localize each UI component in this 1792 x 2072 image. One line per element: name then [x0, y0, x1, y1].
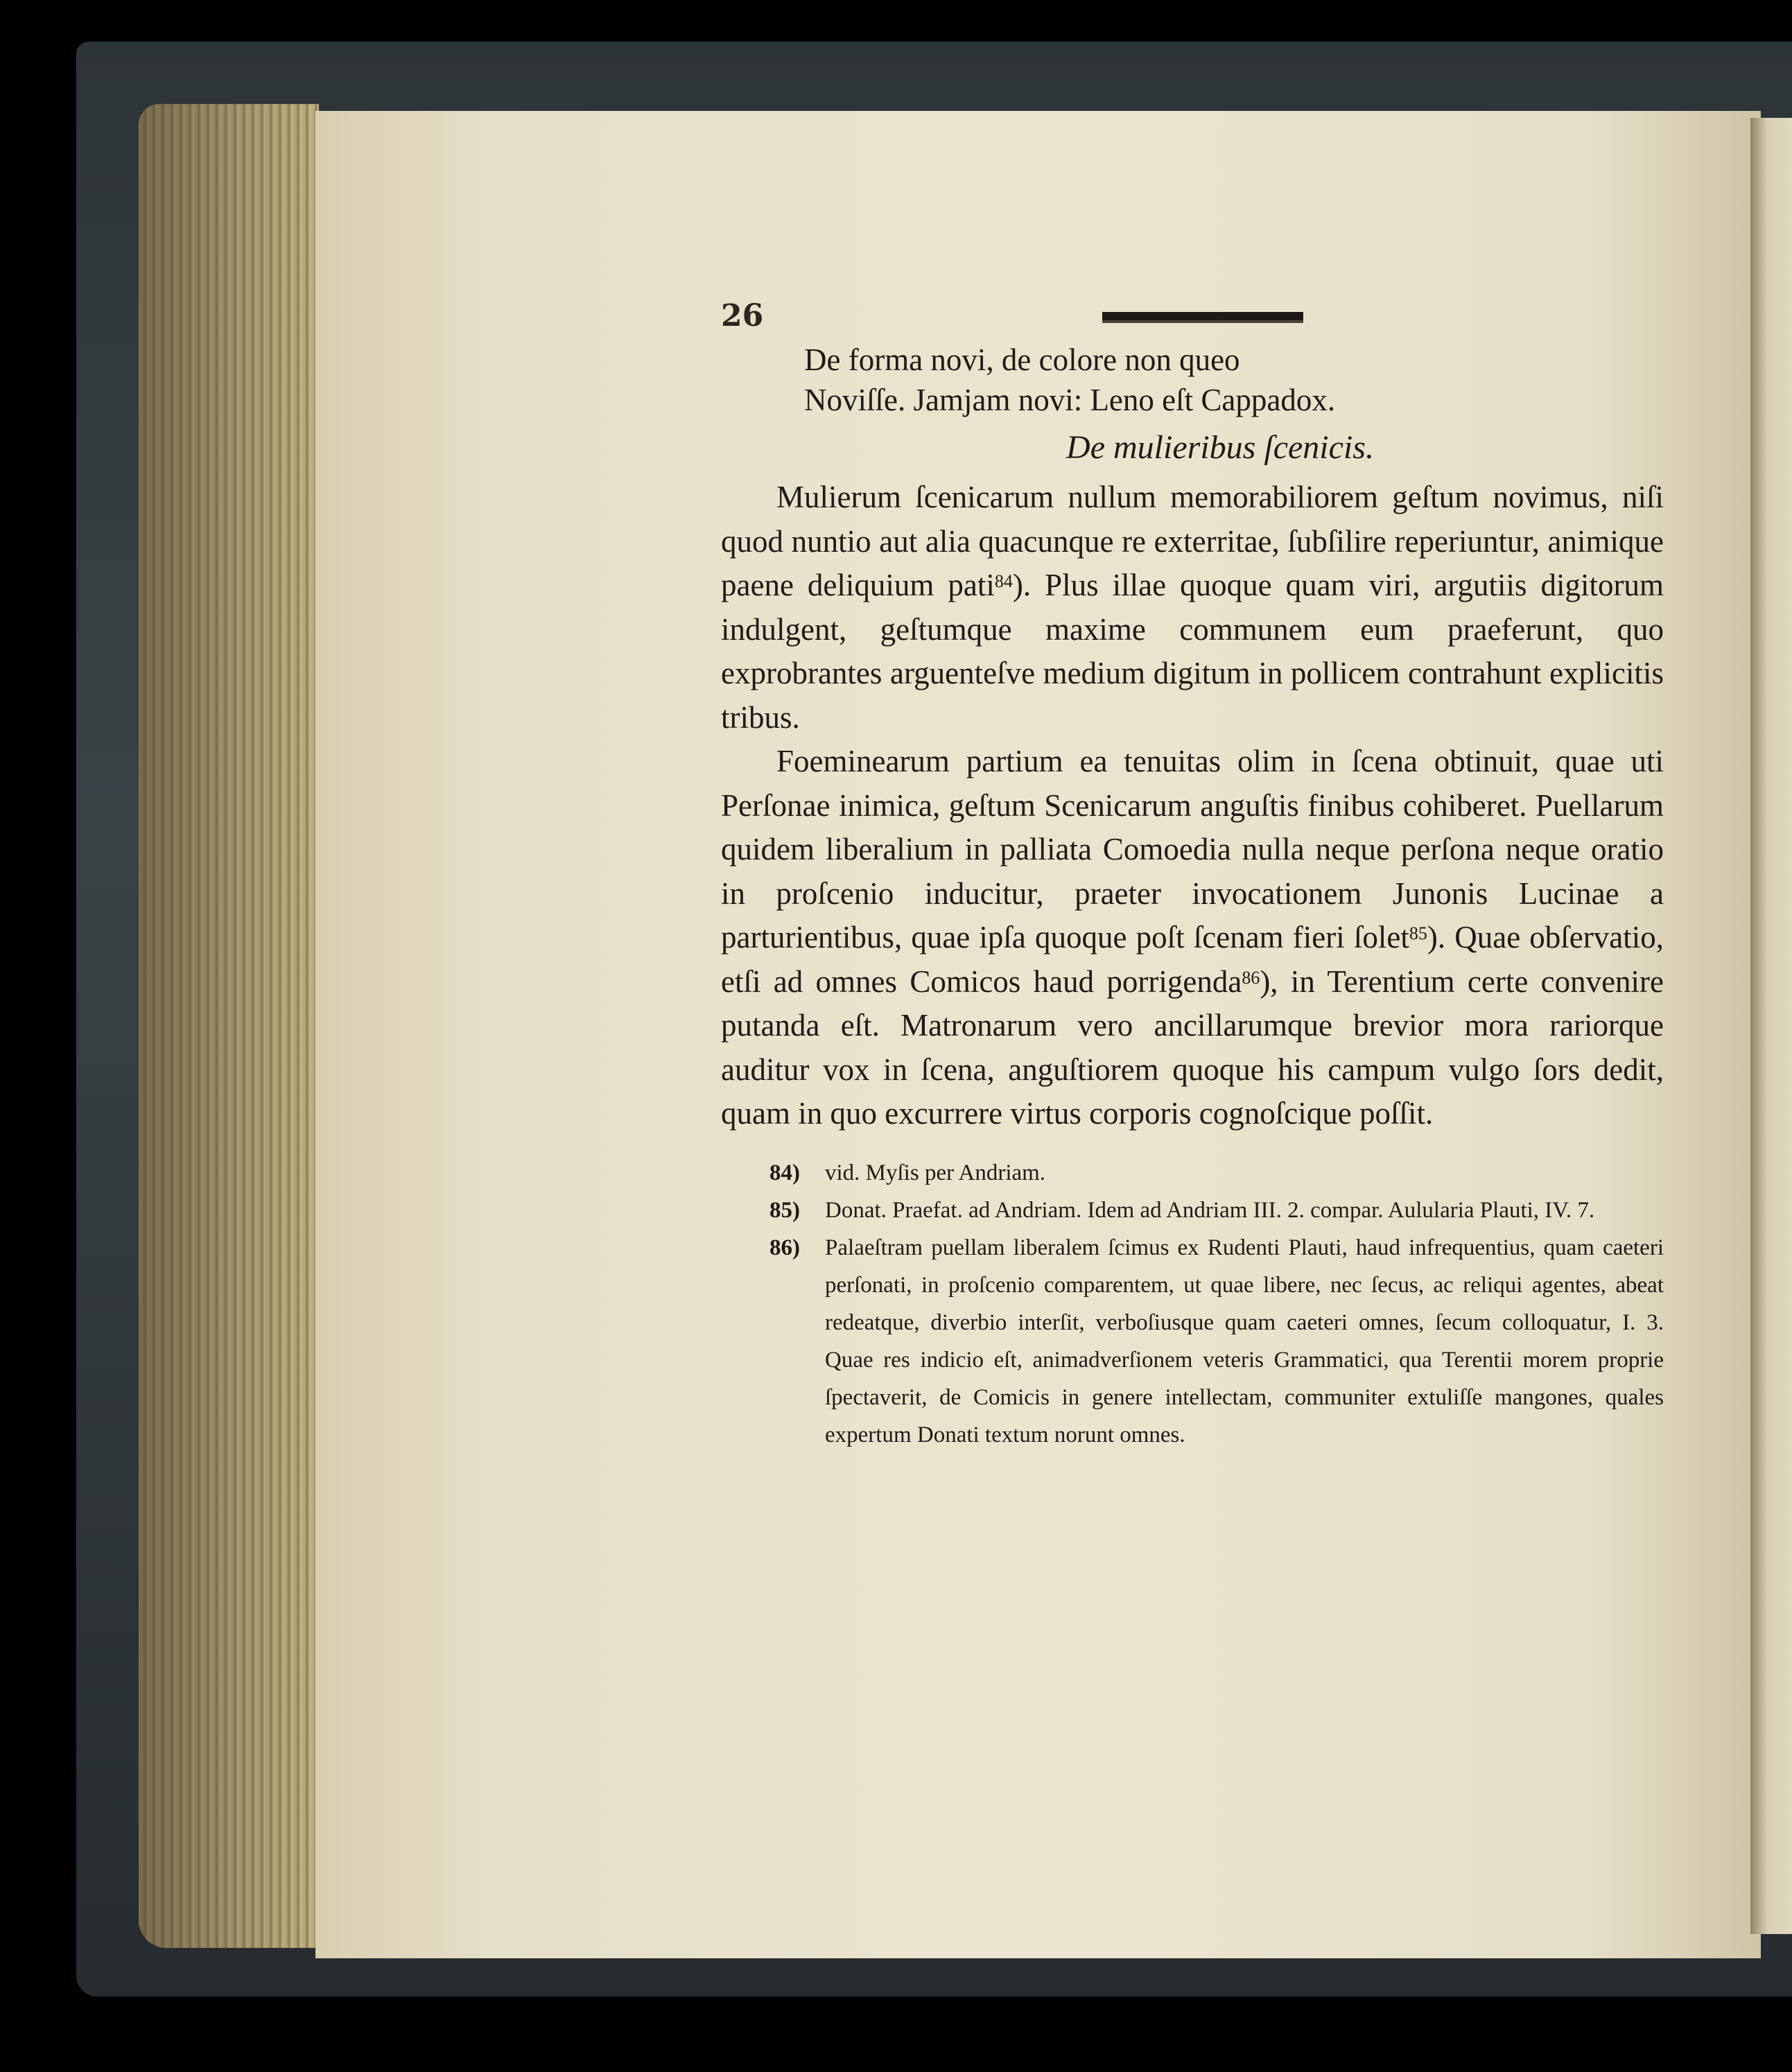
section-heading: De mulieribus ſcenicis. — [1066, 429, 1374, 466]
page-number: 26 — [721, 298, 764, 333]
footnote-86 — [721, 1229, 1664, 1454]
paragraph-2-text-a: Foeminearum partium ea tenuitas olim in ſcena obtinuit, quae uti Perſonae inimica, geſtum Scenicarum anguſtis finibus cohiberet. Puellarum quidem liberalium in palliata Comoedia nulla neque perſona neque oratio in proſcenio inducitur, praeter invocationem Junonis Lucinae a parturientibus, quae ipſa quoque poſt ſcenam fieri ſolet — [721, 744, 1664, 955]
page-header — [721, 291, 1664, 340]
verse-line-1: De forma novi, de colore non queo — [804, 342, 1240, 377]
footnote-text: Palaeſtram puellam liberalem ſcimus ex Rudenti Plauti, haud infrequentius, quam caeteri perſonati, in proſcenio comparentem, ut quae libere, nec ſecus, ac reliqui agentes, abeat redeatque, diverbio interſit, verboſiusque quam caeteri omnes, ſecum colloquatur, I. 3. Quae res indicio eſt, animadverſionem veteris Grammatici, qua Terentii morem proprie ſpectaverit, de Comicis in genere intellectam, communiter extuliſſe mangones, quales expertum Donati textum norunt omnes. — [825, 1235, 1664, 1447]
paragraph-2 — [721, 740, 1664, 1136]
footnote-number: 86) — [769, 1235, 800, 1260]
facing-page-edge — [1750, 118, 1792, 1934]
footnote-number: 84) — [769, 1160, 800, 1185]
verse-line-2: Noviſſe. Jamjam novi: Leno eſt Cappadox. — [804, 383, 1336, 417]
footnote-84 — [721, 1154, 1664, 1192]
page-edges-stain — [139, 104, 319, 1948]
footnotes — [721, 1154, 1664, 1454]
footnote-number: 85) — [769, 1197, 800, 1223]
paragraph-1 — [721, 476, 1664, 740]
footnote-ref-85: 85 — [1409, 923, 1427, 943]
paragraph-1-text-a: Mulierum ſcenicarum nullum memorabiliorem geſtum novimus, niſi quod nuntio aut alia quacunque re exterritae, ſubſilire reperiuntur, animique paene deliquium pati — [721, 480, 1664, 602]
page-text-block — [721, 291, 1664, 1454]
paragraph-1-text-b: ). Plus illae quoque quam viri, argutiis digitorum indulgent, geſtumque maxime communem eum praeferunt, quo exprobrantes arguenteſve medium digitum in pollicem contrahunt explicitis tribus. — [721, 568, 1664, 735]
paragraph-2-text-c: ), in Terentium certe convenire putanda eſt. Matronarum vero ancillarumque brevior mora rariorque auditur vox in ſcena, anguſtiorem quoque his campum vulgo ſors dedit, quam in quo excurrere virtus corporis cognoſcique poſſit. — [721, 964, 1664, 1131]
footnote-85 — [721, 1192, 1664, 1229]
footnote-text: Donat. Praefat. ad Andriam. Idem ad Andriam III. 2. compar. Aulularia Plauti, IV. 7. — [825, 1197, 1595, 1223]
footnote-text: vid. Myſis per Andriam. — [825, 1160, 1046, 1185]
footnote-ref-86: 86 — [1242, 967, 1260, 988]
footnote-ref-84: 84 — [994, 571, 1013, 591]
header-rule — [1102, 312, 1303, 323]
paragraph-2-text-b: ). Quae obſervatio, etſi ad omnes Comicos haud porrigenda — [721, 920, 1664, 999]
